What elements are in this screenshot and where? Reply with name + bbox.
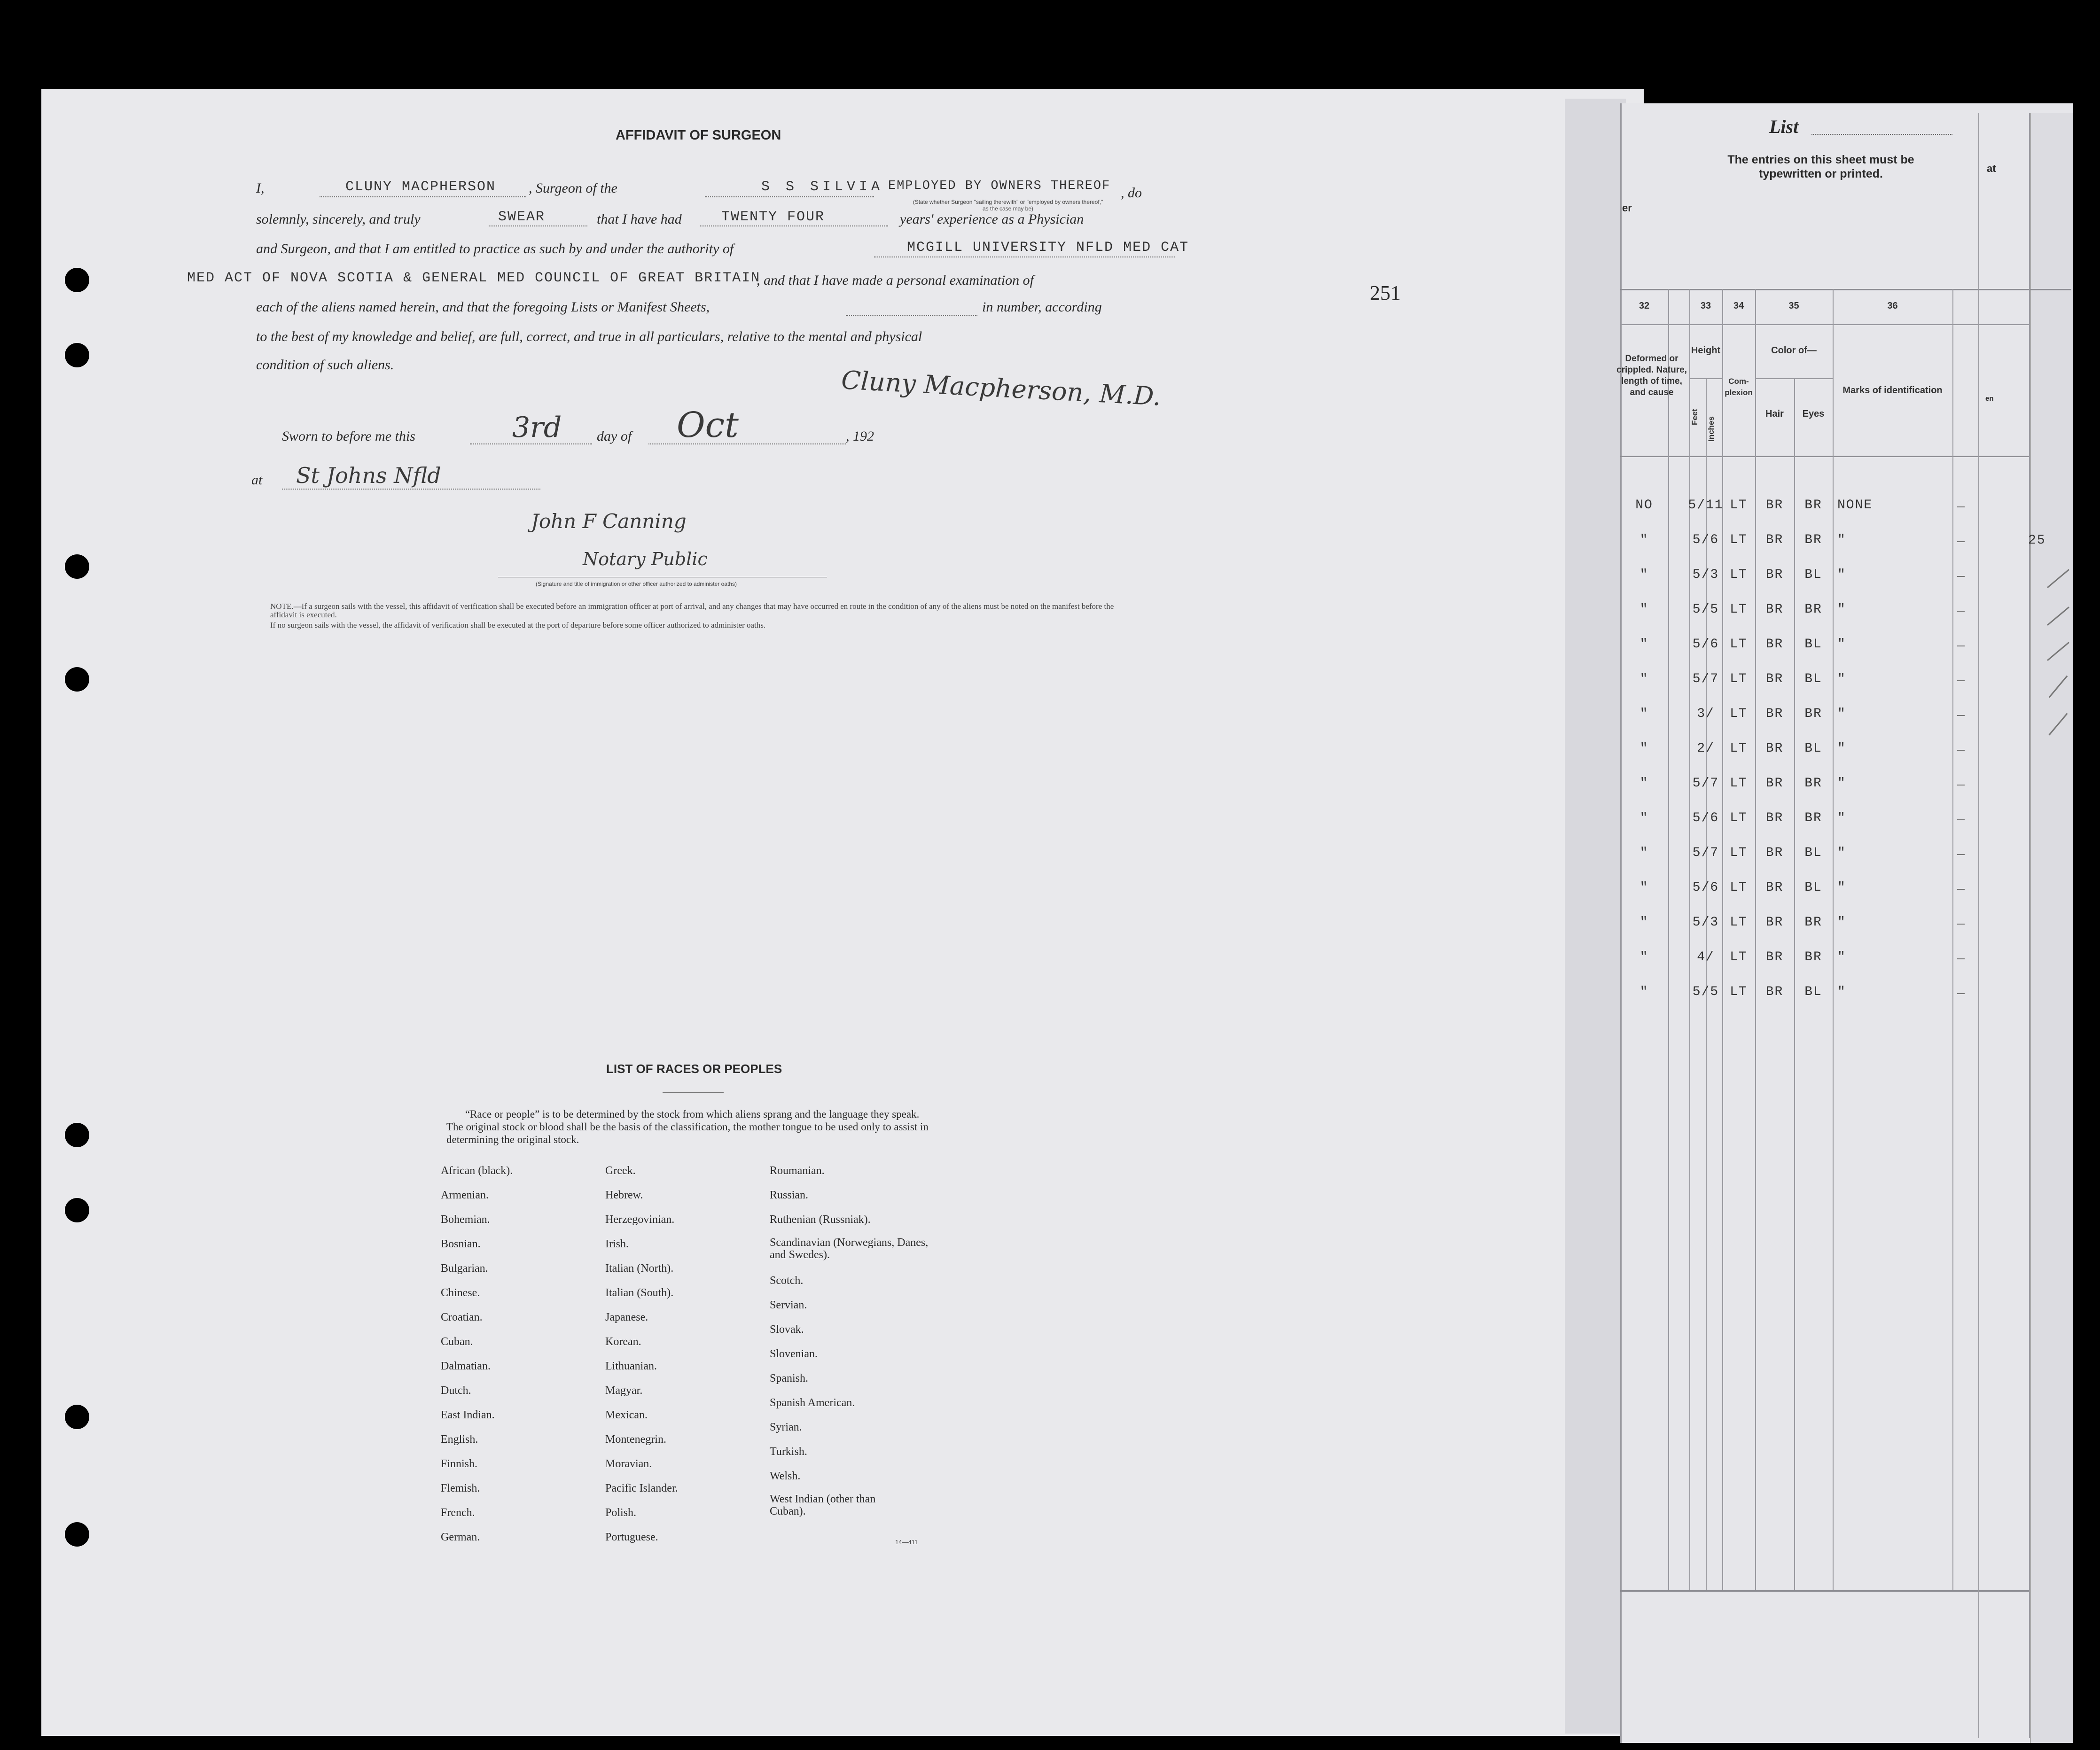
race-item: Roumanian. [770,1165,825,1177]
cell-hair: BR [1765,707,1784,721]
punch-hole [65,1522,89,1547]
row-tick-mark [1957,889,1965,890]
cell-deformed: " [1639,672,1649,686]
row-tick-mark [1957,993,1965,994]
punch-hole [65,1123,89,1147]
year-label: , 192 [846,428,874,444]
punch-hole [65,1405,89,1429]
cell-deformed: " [1639,533,1649,547]
cell-height: 2/ [1697,741,1715,756]
affidavit-title: AFFIDAVIT OF SURGEON [616,128,781,143]
race-item: Syrian. [770,1421,802,1433]
header-inches: Inches [1707,416,1716,442]
employment-note: (State whether Surgeon "sailing therewith" or "employed by owners thereof," as the case may be) [913,199,1103,212]
race-item: Bosnian. [441,1238,481,1250]
years-experience: TWENTY FOUR [721,209,825,225]
cell-complexion: LT [1730,741,1748,756]
line2-text-a: solemnly, sincerely, and truly [256,211,421,227]
cell-height: 4/ [1697,950,1715,964]
race-item: English. [441,1433,478,1446]
line4-text: , and that I have made a personal examination of [757,272,1034,288]
header-deformed: Deformed or crippled. Nature, length of time, and cause [1616,354,1687,397]
row-tick-mark [1957,785,1965,786]
sworn-place: St Johns Nfld [296,463,441,488]
cell-complexion: LT [1730,846,1748,860]
line3-text: and Surgeon, and that I am entitled to practice as such by and under the authority of [256,241,734,257]
race-item: Scandinavian (Norwegians, Danes, and Swedes). [770,1237,929,1261]
row-tick-mark [1957,924,1965,925]
list-label: List [1769,116,1799,137]
cell-complexion: LT [1730,915,1748,930]
races-column-3 [770,1159,939,1517]
cell-complexion: LT [1730,985,1748,999]
cell-deformed: " [1639,776,1649,791]
row-tick-mark [1957,611,1965,612]
race-item: German. [441,1531,480,1543]
row-tick-mark [1957,576,1965,577]
cell-eyes: BR [1804,498,1822,513]
sworn-month: Oct [677,405,739,445]
cell-eyes: BR [1804,776,1822,791]
header-fragment-en: en [1985,395,1994,403]
cell-complexion: LT [1730,672,1748,686]
row-tick-mark [1957,506,1965,507]
header-color-of: Color of— [1771,345,1817,356]
cell-marks: " [1837,707,1846,721]
cell-eyes: BR [1804,602,1822,617]
cell-marks: " [1837,915,1846,930]
line5-text-b: in number, according [982,299,1102,315]
race-item: Servian. [770,1299,807,1311]
row-tick-mark [1957,715,1965,716]
race-item: Scotch. [770,1275,804,1287]
race-item: Lithuanian. [605,1360,657,1372]
cell-complexion: LT [1730,602,1748,617]
note-surgeon-sails: NOTE.—If a surgeon sails with the vessel, this affidavit of verification shall be executed before an immigration officer at port of arrival, and any changes that may have occurred en route in the condition of any of the aliens must be noted on the manifest before the affidavit is executed. [270,602,1114,619]
races-intro: “Race or people” is to be determined by the stock from which aliens sprang and the language they speak. The original stock or blood shall be the basis of the classification, the mother tongue to be used only to assist in determining the original stock. [446,1108,929,1145]
row-tick-mark [1957,541,1965,542]
cell-height: 5/7 [1692,846,1719,860]
cell-height: 5/6 [1692,811,1719,825]
race-item: Croatian. [441,1311,483,1323]
cell-hair: BR [1765,985,1784,999]
header-feet: Feet [1690,409,1699,425]
sworn-label: Sworn to before me this [282,428,415,444]
cell-deformed: " [1639,880,1649,895]
cell-deformed: " [1639,985,1649,999]
race-item: Hebrew. [605,1189,643,1201]
row-tick-mark [1957,680,1965,681]
cell-complexion: LT [1730,637,1748,652]
cell-marks: " [1837,846,1846,860]
cell-eyes: BL [1804,568,1822,582]
punch-hole [65,554,89,579]
race-item: Portuguese. [605,1531,658,1543]
race-item: Moravian. [605,1458,652,1470]
race-item: Turkish. [770,1446,807,1458]
cell-height: 5/6 [1692,533,1719,547]
race-item: Irish. [605,1238,629,1250]
cell-hair: BR [1765,533,1784,547]
cell-marks: " [1837,880,1846,895]
cell-marks: " [1837,568,1846,582]
i-label: I, [256,180,265,196]
day-of-label: day of [597,428,632,444]
officer-signature: John F Canning [531,510,687,533]
cell-marks: " [1837,950,1846,964]
cell-hair: BR [1765,880,1784,895]
cell-eyes: BR [1804,811,1822,825]
race-item: Spanish American. [770,1397,855,1409]
typewritten-instruction: The entries on this sheet must be typewritten or printed. [1727,153,1914,180]
cell-deformed: " [1639,568,1649,582]
cell-marks: " [1837,602,1846,617]
header-eyes: Eyes [1802,409,1825,419]
form-code: 14—411 [895,1539,918,1546]
cell-eyes: BR [1804,533,1822,547]
line6-text: to the best of my knowledge and belief, are full, correct, and true in all particulars, relative to the mental and physical [256,329,922,344]
col-number-34: 34 [1733,301,1744,311]
header-fragment-at: at [1987,163,1996,174]
cell-height: 5/11 [1688,498,1724,513]
race-item: Armenian. [441,1189,489,1201]
cell-eyes: BR [1804,707,1822,721]
cell-complexion: LT [1730,776,1748,791]
race-item: Flemish. [441,1482,480,1494]
cell-eyes: BR [1804,950,1822,964]
cell-complexion: LT [1730,880,1748,895]
race-item: Mexican. [605,1409,648,1421]
cell-height: 5/7 [1692,672,1719,686]
cell-marks: " [1837,776,1846,791]
cell-hair: BR [1765,846,1784,860]
punch-hole [65,343,89,367]
cell-complexion: LT [1730,568,1748,582]
header-fragment-er: er [1622,202,1632,214]
do-label: , do [1121,185,1142,201]
cell-height: 5/5 [1692,985,1719,999]
cell-eyes: BL [1804,985,1822,999]
under-page-edge [2030,113,2073,1743]
surgeon-signature: Cluny Macpherson, M.D. [840,365,1162,412]
race-item: Welsh. [770,1470,801,1482]
race-item: East Indian. [441,1409,495,1421]
authority-line1: MCGILL UNIVERSITY NFLD MED CAT [907,240,1189,256]
cell-hair: BR [1765,741,1784,756]
race-item: Slovak. [770,1323,804,1336]
race-item: Dalmatian. [441,1360,491,1372]
cell-marks: " [1837,672,1846,686]
authority-line2: MED ACT OF NOVA SCOTIA & GENERAL MED COUNCIL OF GREAT BRITAIN [187,270,761,286]
race-item: Ruthenian (Russniak). [770,1213,871,1226]
cell-deformed: " [1639,707,1649,721]
cell-deformed: NO [1635,498,1653,513]
race-item: Pacific Islander. [605,1482,678,1494]
race-item: Magyar. [605,1384,643,1397]
col-number-33: 33 [1700,301,1711,311]
race-item: Slovenian. [770,1348,818,1360]
col-number-35: 35 [1788,301,1799,311]
cell-eyes: BR [1804,915,1822,930]
header-height: Height [1691,345,1721,356]
surgeon-name: CLUNY MACPHERSON [345,179,496,195]
cell-deformed: " [1639,846,1649,860]
cell-complexion: LT [1730,498,1748,513]
cell-hair: BR [1765,950,1784,964]
cell-deformed: " [1639,950,1649,964]
surgeon-of-label: , Surgeon of the [529,180,617,196]
race-item: Korean. [605,1336,641,1348]
cell-hair: BR [1765,915,1784,930]
cell-height: 5/7 [1692,776,1719,791]
cell-height: 5/3 [1692,568,1719,582]
race-item: Russian. [770,1189,809,1201]
cell-hair: BR [1765,602,1784,617]
cell-hair: BR [1765,568,1784,582]
cell-eyes: BL [1804,741,1822,756]
race-item: French. [441,1507,475,1519]
vessel-name: S S SILVIA [761,179,884,195]
cell-eyes: BL [1804,672,1822,686]
cell-height: 5/3 [1692,915,1719,930]
cell-complexion: LT [1730,707,1748,721]
cell-complexion: LT [1730,950,1748,964]
cell-marks: " [1837,811,1846,825]
officer-title: Notary Public [583,549,708,569]
cell-eyes: BL [1804,846,1822,860]
cell-height: 5/6 [1692,880,1719,895]
race-item: Italian (North). [605,1262,674,1275]
cell-height: 3/ [1697,707,1715,721]
margin-number: 25 [2028,533,2046,548]
race-item: Bohemian. [441,1213,490,1226]
cell-marks: " [1837,741,1846,756]
cell-height: 5/6 [1692,637,1719,652]
cell-deformed: " [1639,915,1649,930]
cell-marks: NONE [1837,498,1873,513]
race-item: Herzegovinian. [605,1213,675,1226]
race-item: Chinese. [441,1287,480,1299]
cell-hair: BR [1765,672,1784,686]
cell-marks: " [1837,985,1846,999]
cell-deformed: " [1639,811,1649,825]
cell-hair: BR [1765,637,1784,652]
cell-eyes: BL [1804,637,1822,652]
races-column-2 [605,1159,678,1549]
cell-marks: " [1837,637,1846,652]
cell-complexion: LT [1730,811,1748,825]
cell-deformed: " [1639,637,1649,652]
header-hair: Hair [1765,409,1784,419]
col-number-32: 32 [1639,301,1650,311]
header-complexion: Com-plexion [1725,377,1753,397]
cell-deformed: " [1639,602,1649,617]
row-tick-mark [1957,819,1965,820]
cell-hair: BR [1765,498,1784,513]
row-tick-mark [1957,958,1965,959]
punch-hole [65,1198,89,1222]
page-fold-edge [1565,99,1626,1734]
row-tick-mark [1957,854,1965,855]
race-item: West Indian (other than Cuban). [770,1493,876,1517]
line5-text-a: each of the aliens named herein, and that the foregoing Lists or Manifest Sheets, [256,299,710,315]
race-item: African (black). [441,1165,513,1177]
row-tick-mark [1957,750,1965,751]
officer-caption: (Signature and title of immigration or other officer authorized to administer oaths) [536,581,737,587]
race-item: Cuban. [441,1336,473,1348]
header-marks: Marks of identification [1842,385,1943,396]
race-item: Bulgarian. [441,1262,488,1275]
cell-height: 5/5 [1692,602,1719,617]
cell-deformed: " [1639,741,1649,756]
punch-hole [65,667,89,692]
race-item: Spanish. [770,1372,809,1384]
line7-text: condition of such aliens. [256,357,394,373]
race-item: Greek. [605,1165,636,1177]
race-item: Montenegrin. [605,1433,666,1446]
race-item: Dutch. [441,1384,471,1397]
races-title: LIST OF RACES OR PEOPLES [606,1062,782,1076]
races-column-1 [441,1159,513,1549]
punch-hole [65,268,89,292]
race-item: Finnish. [441,1458,478,1470]
page-number: 251 [1370,281,1401,304]
cell-hair: BR [1765,776,1784,791]
cell-marks: " [1837,533,1846,547]
oath-word: SWEAR [498,209,546,225]
col-number-36: 36 [1887,301,1898,311]
race-item: Polish. [605,1507,637,1519]
cell-complexion: LT [1730,533,1748,547]
sworn-day: 3rd [512,411,562,444]
line2-text-b: that I have had [597,211,682,227]
note-no-surgeon: If no surgeon sails with the vessel, the affidavit of verification shall be executed at the port of departure before some officer authorized to administer oaths. [270,621,766,630]
race-item: Italian (South). [605,1287,674,1299]
line2-text-c: years' experience as a Physician [900,211,1084,227]
at-label: at [251,472,263,488]
race-item: Japanese. [605,1311,648,1323]
cell-eyes: BL [1804,880,1822,895]
employment-status: EMPLOYED BY OWNERS THEREOF [888,179,1111,193]
cell-hair: BR [1765,811,1784,825]
